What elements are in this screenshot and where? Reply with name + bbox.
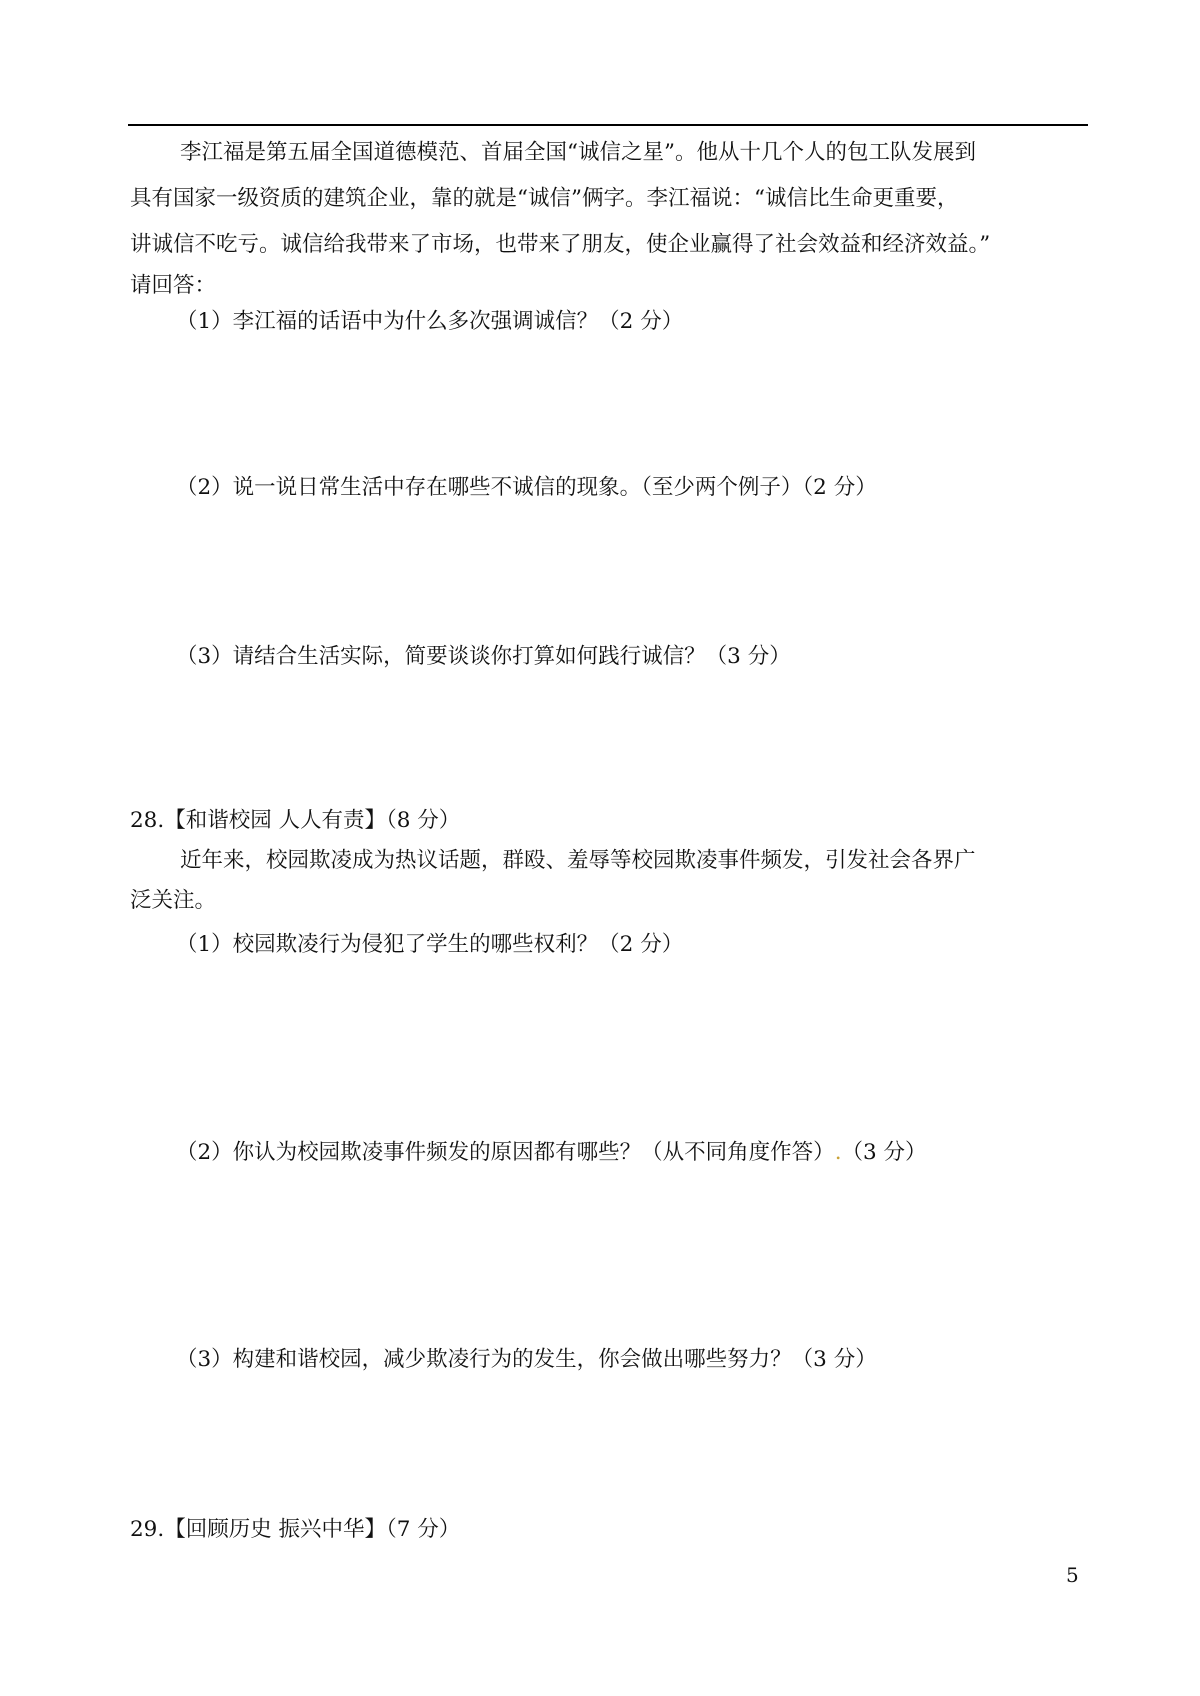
question-27-3: （3）请结合生活实际，简要谈谈你打算如何践行诚信？（3 分）	[176, 644, 791, 669]
passage-line-4: 请回答：	[130, 273, 217, 298]
stray-dot-mark: .	[834, 1140, 842, 1165]
question-28-passage-line-1: 近年来，校园欺凌成为热议话题，群殴、羞辱等校园欺凌事件频发，引发社会各界广	[180, 848, 976, 873]
question-28-2-score: （3 分）	[841, 1140, 927, 1165]
question-27-1: （1）李江福的话语中为什么多次强调诚信？（2 分）	[176, 309, 684, 334]
question-28-passage-line-2: 泛关注。	[130, 888, 217, 913]
passage-line-2: 具有国家一级资质的建筑企业，靠的就是“诚信”俩字。李江福说：“诚信比生命更重要，	[130, 186, 959, 211]
page-number: 5	[1066, 1563, 1079, 1587]
question-27-2: （2）说一说日常生活中存在哪些不诚信的现象。（至少两个例子）（2 分）	[176, 475, 877, 500]
passage-line-3: 讲诚信不吃亏。诚信给我带来了市场，也带来了朋友，使企业赢得了社会效益和经济效益。”	[130, 232, 991, 257]
question-28-1: （1）校园欺凌行为侵犯了学生的哪些权利？（2 分）	[176, 932, 684, 957]
passage-line-1: 李江福是第五届全国道德模范、首届全国“诚信之星”。他从十几个人的包工队发展到	[180, 140, 976, 165]
question-28-2	[176, 1138, 927, 1168]
question-28-3: （3）构建和谐校园，减少欺凌行为的发生，你会做出哪些努力？（3 分）	[176, 1347, 877, 1372]
question-28-heading: 28.【和谐校园 人人有责】（8 分）	[130, 808, 461, 833]
header-rule	[128, 124, 1088, 126]
question-28-2-text: （2）你认为校园欺凌事件频发的原因都有哪些？（从不同角度作答）	[176, 1140, 835, 1165]
question-29-heading: 29.【回顾历史 振兴中华】（7 分）	[130, 1517, 461, 1542]
